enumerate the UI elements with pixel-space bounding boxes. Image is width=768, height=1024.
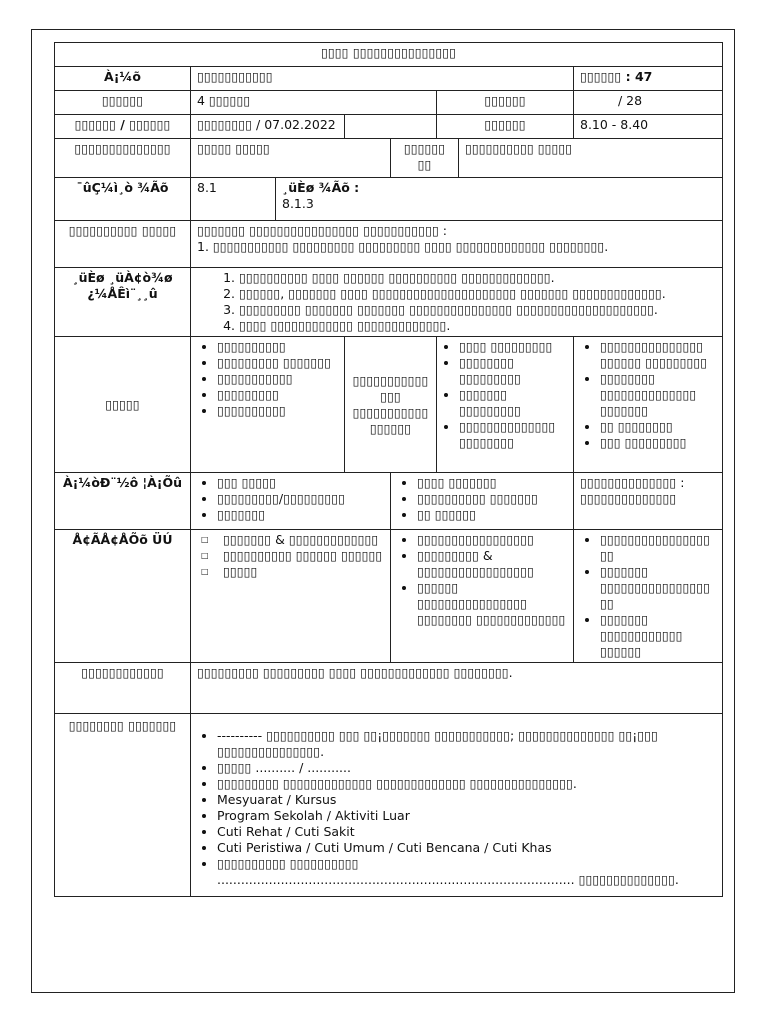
material-item: • ▯▯▯▯▯▯▯: [217, 507, 384, 523]
thinking-row: [55, 530, 723, 663]
time-label: ▯▯▯▯▯▯: [437, 115, 574, 139]
objective-intro: ▯▯▯▯▯▯▯ ▯▯▯▯▯▯▯▯▯▯▯▯▯▯▯▯ ▯▯▯▯▯▯▯▯▯▯▯ :: [197, 223, 448, 238]
activity-item: 3. ▯▯▯▯▯▯▯▯▯ ▯▯▯▯▯▯▯ ▯▯▯▯▯▯▯ ▯▯▯▯▯▯▯▯▯▯▯▯▯▯▯ ▯▯▯▯▯▯▯▯▯▯▯▯▯▯▯▯▯▯▯▯.: [239, 302, 716, 318]
assessment-value: ▯▯▯▯▯▯▯▯▯ ▯▯▯▯▯▯▯▯▯ ▯▯▯▯ ▯▯▯▯▯▯▯▯▯▯▯▯▯ ▯▯▯▯▯▯▯▯.: [191, 663, 723, 714]
assessment-label: ▯▯▯▯▯▯▯▯▯▯▯▯: [55, 663, 191, 714]
element-item: • ▯▯▯▯▯▯▯▯▯▯▯▯▯▯ ▯▯▯▯▯▯▯▯: [459, 419, 567, 451]
thinking-item: □ ▯▯▯▯▯: [201, 564, 384, 580]
objective-label: ▯▯▯▯▯▯▯▯▯▯ ▯▯▯▯▯: [55, 221, 191, 268]
element-item: • ▯▯▯▯▯▯▯▯▯ ▯▯▯▯▯▯▯: [217, 355, 338, 371]
elements-col4: [574, 337, 723, 473]
thinking-item: • ▯▯▯▯▯▯▯ ▯▯▯▯▯▯▯▯▯▯▯▯ ▯▯▯▯▯▯: [600, 612, 716, 660]
elements-label: ▯▯▯▯▯: [55, 337, 191, 473]
element-item: • ▯▯▯▯▯▯▯▯▯: [217, 387, 338, 403]
theme-row: [55, 139, 723, 178]
class-row: [55, 91, 723, 115]
thinking-item: • ▯▯▯▯▯▯▯▯▯▯▯▯▯▯▯▯▯: [417, 532, 567, 548]
standard-row: [55, 178, 723, 221]
class-value: 4 ▯▯▯▯▯▯: [191, 91, 437, 115]
material-item: • ▯▯▯▯ ▯▯▯▯▯▯▯: [417, 475, 567, 491]
week-value: ▯▯▯▯▯▯ : 47: [574, 67, 723, 91]
objective-cell: [191, 221, 723, 268]
elements-row: [55, 337, 723, 473]
content-standard-label: ¯ûÇ¼ì¸ò ¾Ãõ: [55, 178, 191, 221]
activities-label: ¸üÈø ¸üÀ¢ò¾ø ¿¼ÅÊì¨¸¸û: [55, 268, 191, 337]
element-item: • ▯▯▯▯▯▯▯▯▯▯: [217, 339, 338, 355]
thinking-item: • ▯▯▯▯▯▯▯▯▯ & ▯▯▯▯▯▯▯▯▯▯▯▯▯▯▯▯▯: [417, 548, 567, 580]
reflection-item: • ▯▯▯▯▯▯▯▯▯▯ ▯▯▯▯▯▯▯▯▯▯ .......................................................................................... ▯▯▯▯▯▯▯▯▯▯▯▯▯▯.: [217, 856, 716, 888]
title-row: [55, 43, 723, 67]
topic-label: ▯▯▯▯▯▯ ▯▯: [391, 139, 459, 178]
thinking-item: □ ▯▯▯▯▯▯▯▯▯▯ ▯▯▯▯▯▯ ▯▯▯▯▯▯: [201, 548, 384, 564]
thinking-col2: [391, 530, 574, 663]
element-item: • ▯▯▯ ▯▯▯▯▯▯▯▯▯: [600, 435, 716, 451]
objective-item: 1. ▯▯▯▯▯▯▯▯▯▯▯ ▯▯▯▯▯▯▯▯▯ ▯▯▯▯▯▯▯▯▯ ▯▯▯▯ ▯▯▯▯▯▯▯▯▯▯▯▯▯ ▯▯▯▯▯▯▯▯.: [197, 239, 609, 254]
element-item: • ▯▯▯▯▯▯▯▯▯▯: [217, 403, 338, 419]
materials-col2: [391, 473, 574, 530]
activity-item: 4. ▯▯▯▯ ▯▯▯▯▯▯▯▯▯▯▯▯ ▯▯▯▯▯▯▯▯▯▯▯▯▯.: [239, 318, 716, 334]
thinking-item: • ▯▯▯▯▯▯▯▯▯▯▯▯▯▯▯▯▯▯: [600, 532, 716, 564]
thinking-label: Å¢ÃÅ¢ÅÕõ ÜÚ: [55, 530, 191, 663]
theme-value: ▯▯▯▯▯ ▯▯▯▯▯: [191, 139, 391, 178]
thinking-item: • ▯▯▯▯▯▯▯ ▯▯▯▯▯▯▯▯▯▯▯▯▯▯▯▯▯▯: [600, 564, 716, 612]
element-item: • ▯▯▯▯ ▯▯▯▯▯▯▯▯▯: [459, 339, 567, 355]
element-item: • ▯▯▯▯▯▯▯▯▯▯▯: [217, 371, 338, 387]
attendance-label: ▯▯▯▯▯▯: [437, 91, 574, 115]
activities-row: [55, 268, 723, 337]
thinking-item: □ ▯▯▯▯▯▯▯ & ▯▯▯▯▯▯▯▯▯▯▯▯▯: [201, 532, 384, 548]
reflection-item: • ---------- ▯▯▯▯▯▯▯▯▯▯ ▯▯▯ ▯▯¡▯▯▯▯▯▯▯ ▯▯▯▯▯▯▯▯▯▯▯; ▯▯▯▯▯▯▯▯▯▯▯▯▯▯ ▯▯¡▯▯▯ ▯▯▯▯▯▯▯▯▯▯▯▯▯▯▯.: [217, 728, 716, 760]
activity-item: 1. ▯▯▯▯▯▯▯▯▯▯ ▯▯▯▯ ▯▯▯▯▯▯ ▯▯▯▯▯▯▯▯▯▯ ▯▯▯▯▯▯▯▯▯▯▯▯▯.: [239, 270, 716, 286]
lesson-plan-table: [54, 42, 723, 897]
learning-standard-label: ¸üÈø ¾Ãõ :: [282, 180, 360, 195]
learning-standard-cell: [276, 178, 723, 221]
subject-value: ▯▯▯▯▯▯▯▯▯▯▯: [191, 67, 574, 91]
reflection-item: • Mesyuarat / Kursus: [217, 792, 716, 808]
elements-col2: ▯▯▯▯▯▯▯▯▯▯▯▯▯▯ ▯▯▯▯▯▯▯▯▯▯▯ ▯▯▯▯▯▯: [345, 337, 437, 473]
time-value: 8.10 - 8.40: [574, 115, 723, 139]
reflection-label: ▯▯▯▯▯▯▯▯ ▯▯▯▯▯▯▯: [55, 714, 191, 897]
theme-label: ▯▯▯▯▯▯▯▯▯▯▯▯▯▯: [55, 139, 191, 178]
material-item: • ▯▯ ▯▯▯▯▯▯: [417, 507, 567, 523]
material-item: • ▯▯▯ ▯▯▯▯▯: [217, 475, 384, 491]
elements-col3: [437, 337, 574, 473]
date-row: [55, 115, 723, 139]
date-label: ▯▯▯▯▯▯ / ▯▯▯▯▯▯: [55, 115, 191, 139]
reflection-row: [55, 714, 723, 897]
reflection-cell: [191, 714, 723, 897]
date-empty-cell: [345, 115, 437, 139]
thinking-item: • ▯▯▯▯▯▯ ▯▯▯▯▯▯▯▯▯▯▯▯▯▯▯▯ ▯▯▯▯▯▯▯▯ ▯▯▯▯▯▯▯▯▯▯▯▯▯: [417, 580, 567, 628]
subject-row: [55, 67, 723, 91]
reflection-item: • Cuti Rehat / Cuti Sakit: [217, 824, 716, 840]
element-item: • ▯▯▯▯▯▯▯▯▯▯▯▯▯▯▯ ▯▯▯▯▯▯ ▯▯▯▯▯▯▯▯▯: [600, 339, 716, 371]
reflection-item: • Program Sekolah / Aktiviti Luar: [217, 808, 716, 824]
materials-col3: ▯▯▯▯▯▯▯▯▯▯▯▯▯▯ : ▯▯▯▯▯▯▯▯▯▯▯▯▯▯: [574, 473, 723, 530]
learning-standard-value: 8.1.3: [282, 196, 314, 211]
element-item: • ▯▯ ▯▯▯▯▯▯▯▯: [600, 419, 716, 435]
materials-row: [55, 473, 723, 530]
reflection-item: • ▯▯▯▯▯ .......... / ...........: [217, 760, 716, 776]
plan-title: ▯▯▯▯ ▯▯▯▯▯▯▯▯▯▯▯▯▯▯▯: [55, 43, 723, 67]
attendance-value: / 28: [574, 91, 723, 115]
reflection-item: • Cuti Peristiwa / Cuti Umum / Cuti Bencana / Cuti Khas: [217, 840, 716, 856]
element-item: • ▯▯▯▯▯▯▯▯ ▯▯▯▯▯▯▯▯▯▯▯▯▯▯ ▯▯▯▯▯▯▯: [600, 371, 716, 419]
reflection-item: • ▯▯▯▯▯▯▯▯▯ ▯▯▯▯▯▯▯▯▯▯▯▯▯ ▯▯▯▯▯▯▯▯▯▯▯▯▯ ▯▯▯▯▯▯▯▯▯▯▯▯▯▯▯.: [217, 776, 716, 792]
materials-col1: [191, 473, 391, 530]
material-item: • ▯▯▯▯▯▯▯▯▯▯ ▯▯▯▯▯▯▯: [417, 491, 567, 507]
activity-item: 2. ▯▯▯▯▯▯, ▯▯▯▯▯▯▯ ▯▯▯▯ ▯▯▯▯▯▯▯▯▯▯▯▯▯▯▯▯▯▯▯▯▯ ▯▯▯▯▯▯▯ ▯▯▯▯▯▯▯▯▯▯▯▯▯.: [239, 286, 716, 302]
activities-cell: [191, 268, 723, 337]
elements-col1: [191, 337, 345, 473]
material-item: • ▯▯▯▯▯▯▯▯▯/▯▯▯▯▯▯▯▯▯: [217, 491, 384, 507]
element-item: • ▯▯▯▯▯▯▯ ▯▯▯▯▯▯▯▯▯: [459, 387, 567, 419]
element-item: • ▯▯▯▯▯▯▯▯ ▯▯▯▯▯▯▯▯▯: [459, 355, 567, 387]
objective-row: [55, 221, 723, 268]
topic-value: ▯▯▯▯▯▯▯▯▯▯ ▯▯▯▯▯: [459, 139, 723, 178]
date-value: ▯▯▯▯▯▯▯▯ / 07.02.2022: [191, 115, 345, 139]
thinking-col1: [191, 530, 391, 663]
subject-label: À¡¼õ: [55, 67, 191, 91]
thinking-col3: [574, 530, 723, 663]
class-label: ▯▯▯▯▯▯: [55, 91, 191, 115]
assessment-row: [55, 663, 723, 714]
content-standard-value: 8.1: [191, 178, 276, 221]
materials-label: À¡¼òÐ¨½ô ¦À¡Õû: [55, 473, 191, 530]
